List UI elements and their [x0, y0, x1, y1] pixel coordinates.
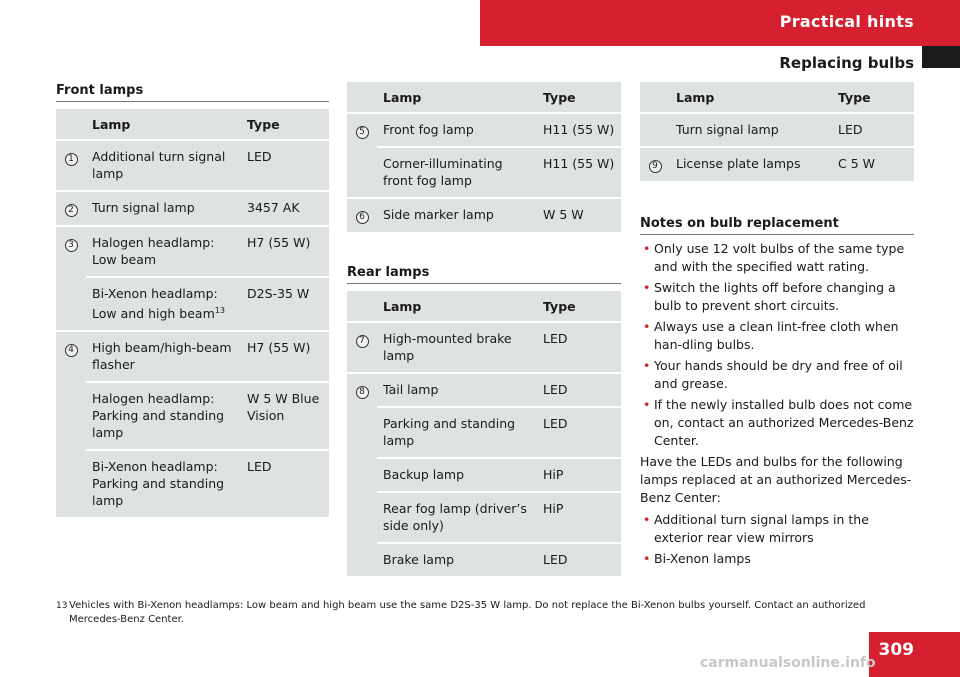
lamp-cell: Tail lamp [377, 373, 537, 407]
type-cell: W 5 W Blue Vision [241, 382, 329, 450]
list-item: • Always use a clean lint-free cloth when han-dling bulbs. [640, 318, 916, 354]
lamp-cell: License plate lamps [670, 147, 832, 181]
col-type: Type [537, 82, 621, 113]
page-number: 309 [878, 640, 914, 660]
number-badge: 9 [649, 160, 662, 173]
table-row [347, 543, 621, 576]
table-row [56, 191, 329, 226]
lamp-cell: Bi-Xenon headlamp: Low and high beam$^{13}$ [86, 277, 241, 331]
table-row [347, 147, 621, 198]
number-badge: 7 [356, 335, 369, 348]
lamp-cell: Turn signal lamp [86, 191, 241, 226]
table-row [56, 450, 329, 517]
type-cell: H11 (55 W) [537, 147, 621, 198]
lamp-cell: Corner-illuminating front fog lamp [377, 147, 537, 198]
lamp-cell: Additional turn signal lamp [86, 140, 241, 191]
table-row [347, 492, 621, 543]
table-row [56, 226, 329, 277]
notes-body [640, 240, 916, 571]
front-lamps-heading: Front lamps [56, 83, 329, 102]
type-cell: H11 (55 W) [537, 113, 621, 147]
lamp-cell: Front fog lamp [377, 113, 537, 147]
header-bar [480, 0, 960, 46]
footnote-number: 13 [56, 601, 68, 611]
table-row [347, 322, 621, 373]
table-row [347, 407, 621, 458]
col-lamp: Lamp [377, 82, 537, 113]
type-cell: C 5 W [832, 147, 914, 181]
number-badge: 4 [65, 344, 78, 357]
lamp-cell: Turn signal lamp [670, 113, 832, 147]
front-lamps-table [56, 109, 329, 517]
table-row [640, 147, 914, 181]
type-cell: LED [537, 543, 621, 576]
table-row [56, 331, 329, 382]
watermark: carmanualsonline.info [700, 655, 876, 671]
col-type: Type [537, 291, 621, 322]
lamp-cell: Brake lamp [377, 543, 537, 576]
list-item: • Only use 12 volt bulbs of the same type and with the specified watt rating. [640, 240, 916, 276]
footnote [56, 599, 916, 627]
lamp-cell: Parking and standing lamp [377, 407, 537, 458]
number-badge: 8 [356, 386, 369, 399]
type-cell: W 5 W [537, 198, 621, 232]
rear-lamps-table [347, 291, 621, 576]
subsection-title: Replacing bulbs [779, 54, 914, 72]
col-lamp: Lamp [86, 109, 241, 140]
table-row [56, 277, 329, 331]
list-item: • Your hands should be dry and free of oil and grease. [640, 357, 916, 393]
col-type: Type [832, 82, 914, 113]
table-row [347, 458, 621, 492]
type-cell: D2S-35 W [241, 277, 329, 331]
page-number-box [869, 632, 960, 677]
type-cell: H7 (55 W) [241, 226, 329, 277]
table-row [56, 382, 329, 450]
list-item: • Bi-Xenon lamps [640, 550, 916, 568]
number-badge: 6 [356, 211, 369, 224]
col-lamp: Lamp [377, 291, 537, 322]
type-cell: H7 (55 W) [241, 331, 329, 382]
type-cell: LED [537, 322, 621, 373]
rear-lamps-table-2 [640, 82, 914, 181]
notes-heading: Notes on bulb replacement [640, 216, 914, 235]
notes-paragraph: Have the LEDs and bulbs for the following lamps replaced at an authorized Mercedes-Benz Center: [640, 454, 912, 505]
front-lamps-table-2 [347, 82, 621, 232]
table-row [640, 113, 914, 147]
rear-lamps-heading: Rear lamps [347, 265, 621, 284]
table-row [56, 140, 329, 191]
table-row [347, 373, 621, 407]
table-row [347, 198, 621, 232]
lamp-cell: Backup lamp [377, 458, 537, 492]
type-cell: LED [537, 407, 621, 458]
number-badge: 3 [65, 239, 78, 252]
lamp-cell: High-mounted brake lamp [377, 322, 537, 373]
list-item: • Additional turn signal lamps in the exterior rear view mirrors [640, 511, 916, 547]
list-item: • Switch the lights off before changing a bulb to prevent short circuits. [640, 279, 916, 315]
section-title: Practical hints [779, 12, 914, 31]
type-cell: LED [537, 373, 621, 407]
side-tab-marker [922, 46, 960, 68]
lamp-cell: Side marker lamp [377, 198, 537, 232]
type-cell: LED [832, 113, 914, 147]
table-row [347, 113, 621, 147]
number-badge: 5 [356, 126, 369, 139]
number-badge: 2 [65, 204, 78, 217]
type-cell: HiP [537, 492, 621, 543]
type-cell: LED [241, 140, 329, 191]
list-item: • If the newly installed bulb does not come on, contact an authorized Mercedes-Benz Center. [640, 396, 916, 450]
lamp-cell: Bi-Xenon headlamp: Parking and standing lamp [86, 450, 241, 517]
lamp-cell: Halogen headlamp: Low beam [86, 226, 241, 277]
type-cell: 3457 AK [241, 191, 329, 226]
lamp-cell: Halogen headlamp: Parking and standing lamp [86, 382, 241, 450]
lamp-cell: Rear fog lamp (driver’s side only) [377, 492, 537, 543]
type-cell: LED [241, 450, 329, 517]
footnote-text: Vehicles with Bi-Xenon headlamps: Low beam and high beam use the same D2S-35 W lamp. Do not replace the Bi-Xenon bulbs yourself. Contact an authorized Mercedes-Benz Center. [69, 600, 866, 625]
col-lamp: Lamp [670, 82, 832, 113]
number-badge: 1 [65, 153, 78, 166]
lamp-cell: High beam/high-beam flasher [86, 331, 241, 382]
type-cell: HiP [537, 458, 621, 492]
col-type: Type [241, 109, 329, 140]
